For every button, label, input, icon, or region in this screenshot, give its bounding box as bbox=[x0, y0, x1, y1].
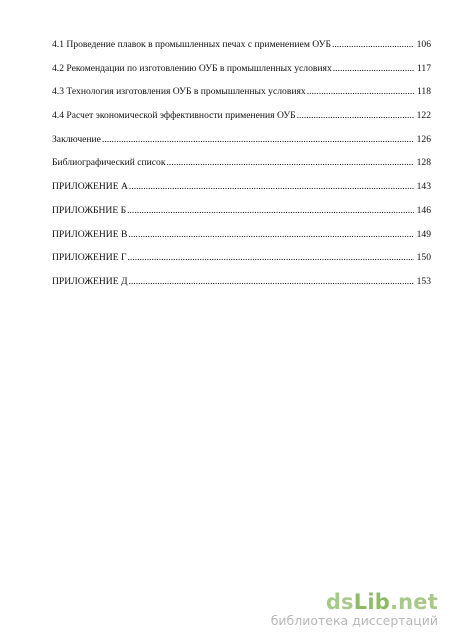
toc-leader-dots bbox=[102, 134, 414, 146]
logo-lib-text: Lib bbox=[353, 589, 390, 614]
dslib-watermark bbox=[270, 589, 438, 628]
toc-entry bbox=[52, 63, 431, 87]
toc-leader-dots bbox=[333, 63, 414, 75]
toc-entry bbox=[52, 181, 431, 205]
toc-entry-page: 150 bbox=[416, 252, 431, 264]
toc-entry-page: 118 bbox=[416, 86, 431, 98]
watermark-subtitle: библиотека диссертаций bbox=[270, 612, 438, 628]
toc-entry-title: ПРИЛОЖЕНИЕ Д bbox=[52, 275, 128, 287]
toc-leader-dots bbox=[297, 110, 414, 122]
toc-entry-page: 153 bbox=[416, 275, 431, 287]
toc-entry bbox=[52, 134, 431, 158]
toc-leader-dots bbox=[128, 252, 414, 264]
table-of-contents bbox=[52, 39, 431, 300]
toc-entry bbox=[52, 205, 431, 229]
toc-entry-page: 128 bbox=[416, 157, 431, 169]
toc-leader-dots bbox=[332, 39, 414, 51]
toc-entry-title: ПРИЛОЖЕНИЕ В bbox=[52, 228, 128, 240]
toc-entry-title: ПРИЛОЖБНИЕ Б bbox=[52, 204, 127, 216]
logo-net-text: .net bbox=[389, 589, 438, 614]
toc-entry-title: Заключение bbox=[52, 133, 101, 145]
toc-entry-title: 4.3 Технология изготовления ОУБ в промышленных условиях bbox=[52, 86, 306, 98]
toc-leader-dots bbox=[128, 229, 414, 241]
toc-entry-page: 122 bbox=[416, 110, 431, 122]
toc-entry bbox=[52, 252, 431, 276]
toc-entry-title: Библиографический список bbox=[52, 157, 166, 169]
toc-entry-page: 146 bbox=[416, 204, 431, 216]
toc-entry bbox=[52, 276, 431, 300]
toc-entry-title: ПРИЛОЖЕНИЕ А bbox=[52, 181, 128, 193]
toc-entry bbox=[52, 86, 431, 110]
toc-leader-dots bbox=[129, 276, 414, 288]
toc-entry bbox=[52, 110, 431, 134]
toc-entry bbox=[52, 157, 431, 181]
toc-entry-title: ПРИЛОЖЕНИЕ Г bbox=[52, 252, 127, 264]
toc-leader-dots bbox=[127, 205, 414, 217]
toc-entry-page: 143 bbox=[416, 181, 431, 193]
toc-entry-title: 4.4 Расчет экономической эффективности применения ОУБ bbox=[52, 110, 296, 122]
toc-entry-title: 4.1 Проведение плавок в промышленных печах с применением ОУБ bbox=[52, 39, 331, 50]
toc-entry bbox=[52, 39, 431, 63]
toc-entry-title: 4.2 Рекомендации по изготовлению ОУБ в промышленных условиях bbox=[52, 62, 332, 74]
logo-ds-text: ds bbox=[325, 589, 354, 614]
toc-entry-page: 106 bbox=[416, 39, 431, 50]
toc-entry-page: 117 bbox=[416, 62, 431, 74]
toc-leader-dots bbox=[167, 157, 415, 169]
toc-entry-page: 126 bbox=[416, 133, 431, 145]
dslib-logo bbox=[271, 589, 438, 614]
toc-entry bbox=[52, 229, 431, 253]
toc-leader-dots bbox=[307, 86, 414, 98]
toc-leader-dots bbox=[129, 181, 414, 193]
toc-entry-page: 149 bbox=[416, 228, 431, 240]
